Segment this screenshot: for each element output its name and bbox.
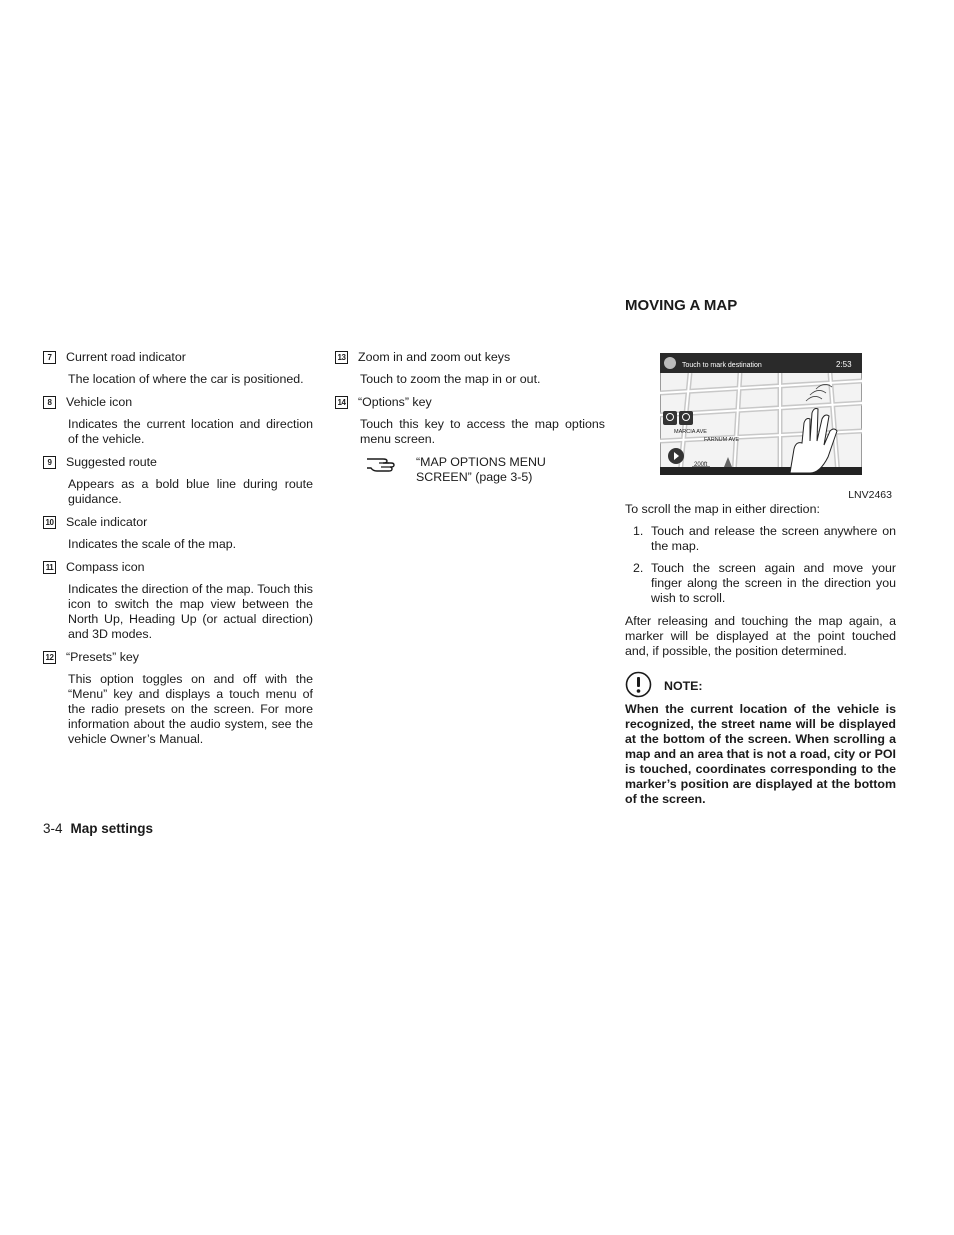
note-header <box>625 671 896 699</box>
list-item <box>625 524 896 554</box>
map-clock: 2:53 <box>836 360 852 369</box>
step-number: 2. <box>633 561 644 575</box>
after-text: After releasing and touching the map again, a marker will be displayed at the point touched and, if possible, the position determined. <box>625 614 896 658</box>
item-title: Zoom in and zoom out keys <box>358 350 511 364</box>
item-title: Current road indicator <box>66 350 186 364</box>
map-scale-text: 200ft <box>694 462 708 468</box>
item-14 <box>335 395 605 447</box>
reference-text: “MAP OPTIONS MENU SCREEN” (page 3-5) <box>416 455 546 484</box>
note-body: When the current location of the vehicle is recognized, the street name will be displayed at the bottom of the screen. When scrolling a map and an area that is not a road, city or POI is touched, coordinates corresponding to the marker’s position are displayed at the bottom of the screen. <box>625 702 896 806</box>
item-description: Indicates the current location and direction of the vehicle. <box>68 417 313 446</box>
cross-reference <box>335 455 605 485</box>
item-description: Touch to zoom the map in or out. <box>360 372 541 386</box>
map-header-text: Touch to mark destination <box>682 362 762 369</box>
item-11 <box>43 560 313 642</box>
page-footer <box>43 821 153 837</box>
item-number-badge: 12 <box>43 651 56 664</box>
item-title: “Options” key <box>358 395 432 409</box>
item-number-badge: 14 <box>335 396 348 409</box>
item-number-badge: 13 <box>335 351 348 364</box>
right-column <box>625 297 896 807</box>
item-number-badge: 9 <box>43 456 56 469</box>
step-text: Touch the screen again and move your finger along the screen in the direction you wish to scroll. <box>651 561 896 605</box>
item-description: This option toggles on and off with the “Menu” key and displays a touch menu of the radio presets on the screen. For more information about the audio system, see the vehicle Owner’s Manual. <box>68 672 313 746</box>
map-screen-graphic <box>660 353 862 475</box>
item-7 <box>43 350 313 387</box>
note-label: NOTE: <box>664 679 703 693</box>
item-title: Scale indicator <box>66 515 148 529</box>
map-screen-illustration <box>660 353 862 475</box>
item-title: Suggested route <box>66 455 157 469</box>
item-description: The location of where the car is positioned. <box>68 372 304 386</box>
map-street-label: MARCIA AVE <box>674 429 707 435</box>
left-column <box>43 350 313 755</box>
item-description: Touch this key to access the map options menu screen. <box>360 417 605 446</box>
section-title: MOVING A MAP <box>625 297 738 314</box>
list-item <box>625 561 896 606</box>
pointing-hand-icon <box>365 453 399 473</box>
figure-caption: LNV2463 <box>848 489 892 501</box>
middle-column <box>335 350 605 485</box>
item-description: Indicates the direction of the map. Touch this icon to switch the map view between the North Up, Heading Up (or actual direction) and 3D modes. <box>68 582 313 641</box>
item-description: Indicates the scale of the map. <box>68 537 237 551</box>
item-title: “Presets” key <box>66 650 139 664</box>
item-description: Appears as a bold blue line during route guidance. <box>68 477 313 506</box>
item-title: Compass icon <box>66 560 145 574</box>
step-list <box>625 524 896 606</box>
item-10 <box>43 515 313 552</box>
item-number-badge: 11 <box>43 561 56 574</box>
intro-text: To scroll the map in either direction: <box>625 502 820 516</box>
chapter-title: Map settings <box>70 821 154 836</box>
step-text: Touch and release the screen anywhere on the map. <box>651 524 896 553</box>
item-13 <box>335 350 605 387</box>
item-number-badge: 8 <box>43 396 56 409</box>
item-12 <box>43 650 313 747</box>
exclamation-circle-icon <box>625 671 652 698</box>
step-number: 1. <box>633 524 644 538</box>
map-street-label: FARNUM AVE <box>704 437 740 443</box>
item-8 <box>43 395 313 447</box>
item-title: Vehicle icon <box>66 395 133 409</box>
page-number: 3-4 <box>43 821 63 836</box>
item-number-badge: 10 <box>43 516 56 529</box>
item-9 <box>43 455 313 507</box>
item-number-badge: 7 <box>43 351 56 364</box>
